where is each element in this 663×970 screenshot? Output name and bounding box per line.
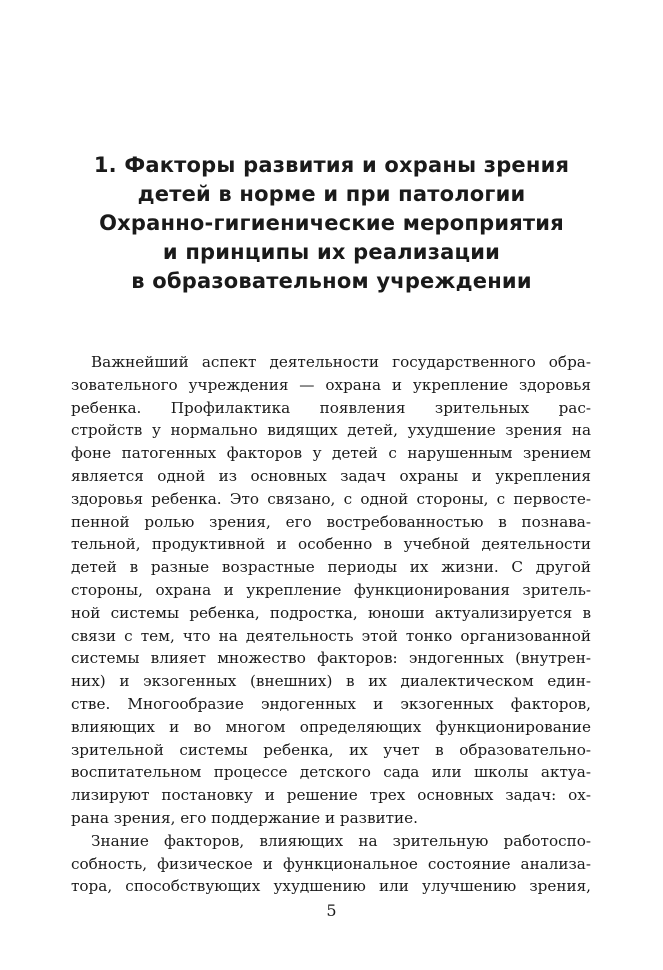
text-line: влияющих и во многом определяющих функционирование [71, 717, 591, 736]
text-line: зовательного учреждения — охрана и укрепление здоровья [71, 375, 591, 394]
text-line: стве. Многообразие эндогенных и экзогенных факторов, [71, 694, 591, 713]
text-line: рана зрения, его поддержание и развитие. [71, 808, 418, 827]
text-line: воспитательном процессе детского сада или школы актуа- [71, 763, 591, 782]
chapter-title-line: и принципы их реализации [162, 240, 501, 264]
text-line: пенной ролью зрения, его востребованностью в познава- [71, 512, 591, 531]
text-line: детей в разные возрастные периоды их жизни. С другой [71, 558, 591, 577]
body-text [71, 351, 591, 898]
chapter-title-line: детей в норме и при патологии [137, 182, 526, 206]
text-line: тора, способствующих ухудшению или улучшению зрения, [71, 877, 591, 896]
text-line: стороны, охрана и укрепление функционирования зритель- [71, 580, 591, 599]
chapter-title-line: в образовательном учреждении [131, 269, 532, 293]
chapter-title-line: 1. Факторы развития и охраны зрения [93, 153, 570, 177]
text-line: Знание факторов, влияющих на зрительную работоспо- [91, 831, 591, 850]
page-number: 5 [326, 901, 337, 920]
text-line: фоне патогенных факторов у детей с нарушенным зрением [71, 444, 591, 463]
paragraph [71, 351, 591, 830]
text-line: них) и экзогенных (внешних) в их диалектическом един- [71, 672, 591, 691]
paragraph [71, 830, 591, 898]
text-line: лизируют постановку и решение трех основных задач: ох- [71, 786, 591, 805]
text-line: стройств у нормально видящих детей, ухудшение зрения на [71, 421, 591, 440]
text-line: ребенка. Профилактика появления зрительных рас- [71, 398, 591, 417]
text-line: тельной, продуктивной и особенно в учебной деятельности [71, 535, 591, 554]
text-line: ной системы ребенка, подростка, юноши актуализируется в [71, 603, 591, 622]
text-line: зрительной системы ребенка, их учет в образовательно- [71, 740, 591, 759]
text-line: собность, физическое и функциональное состояние анализа- [71, 854, 591, 873]
text-line: системы влияет множество факторов: эндогенных (внутрен- [71, 649, 591, 668]
text-line: связи с тем, что на деятельность этой тонко организованной [71, 626, 591, 645]
chapter-title [60, 151, 603, 296]
text-line: Важнейший аспект деятельности государственного обра- [91, 353, 591, 371]
text-line: является одной из основных задач охраны и укрепления [71, 466, 591, 485]
chapter-title-line: Охранно-гигиенические мероприятия [99, 211, 564, 235]
text-line: здоровья ребенка. Это связано, с одной стороны, с первосте- [71, 489, 591, 508]
